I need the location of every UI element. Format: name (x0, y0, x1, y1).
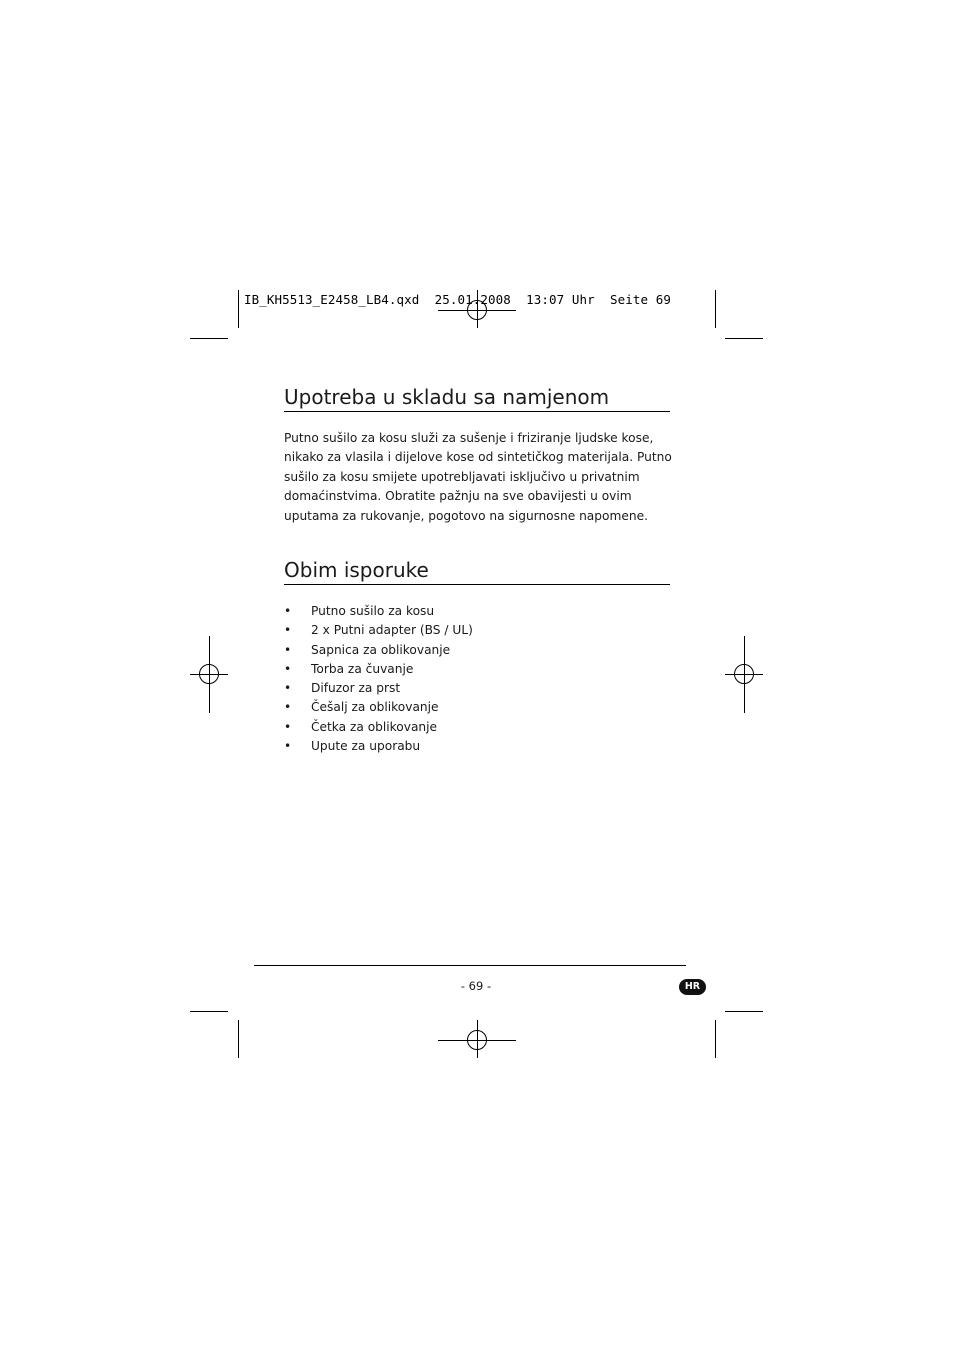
crop-mark-bottom-left-h (190, 1011, 228, 1012)
page-number: - 69 - (460, 979, 492, 993)
crop-mark-bottom-left-v (238, 1020, 239, 1058)
section-heading-intended-use: Upotreba u skladu sa namjenom (284, 385, 670, 412)
language-badge: HR (679, 979, 706, 995)
list-item: • 2 x Putni adapter (BS / UL) (284, 621, 473, 640)
intended-use-paragraph: Putno sušilo za kosu služi za sušenje i friziranje ljudske kose, nikako za vlasila i dijelove kose od sintetičkog materijala. Putno sušilo za kosu smijete upotrebljavati isključivo u privatnim domaćinstvima. Obratite pažnju na sve obavijesti u ovim uputama za rukovanje, pogotovo na sigurnosne napomene. (284, 431, 672, 523)
reg-mark-bottom-circle (467, 1030, 487, 1050)
print-slug-line: IB_KH5513_E2458_LB4.qxd 25.01.2008 13:07 Uhr Seite 69 (244, 292, 672, 307)
list-item: • Sapnica za oblikovanje (284, 641, 473, 660)
list-item: • Torba za čuvanje (284, 660, 473, 679)
crop-mark-bottom-right-v (715, 1020, 716, 1058)
list-item: • Difuzor za prst (284, 679, 473, 698)
list-item: • Upute za uporabu (284, 737, 473, 756)
reg-mark-left-circle (199, 664, 219, 684)
delivery-items-list (284, 602, 473, 756)
crop-mark-top-right-v (715, 290, 716, 328)
footer-rule (254, 965, 686, 966)
crop-mark-top-left-h (190, 338, 228, 339)
list-item: • Četka za oblikovanje (284, 718, 473, 737)
list-item: • Češalj za oblikovanje (284, 698, 473, 717)
crop-mark-top-left-v (238, 290, 239, 328)
crop-mark-bottom-right-h (725, 1011, 763, 1012)
reg-mark-right-circle (734, 664, 754, 684)
section-heading-scope-of-delivery: Obim isporuke (284, 558, 670, 585)
crop-mark-top-right-h (725, 338, 763, 339)
list-item: • Putno sušilo za kosu (284, 602, 473, 621)
